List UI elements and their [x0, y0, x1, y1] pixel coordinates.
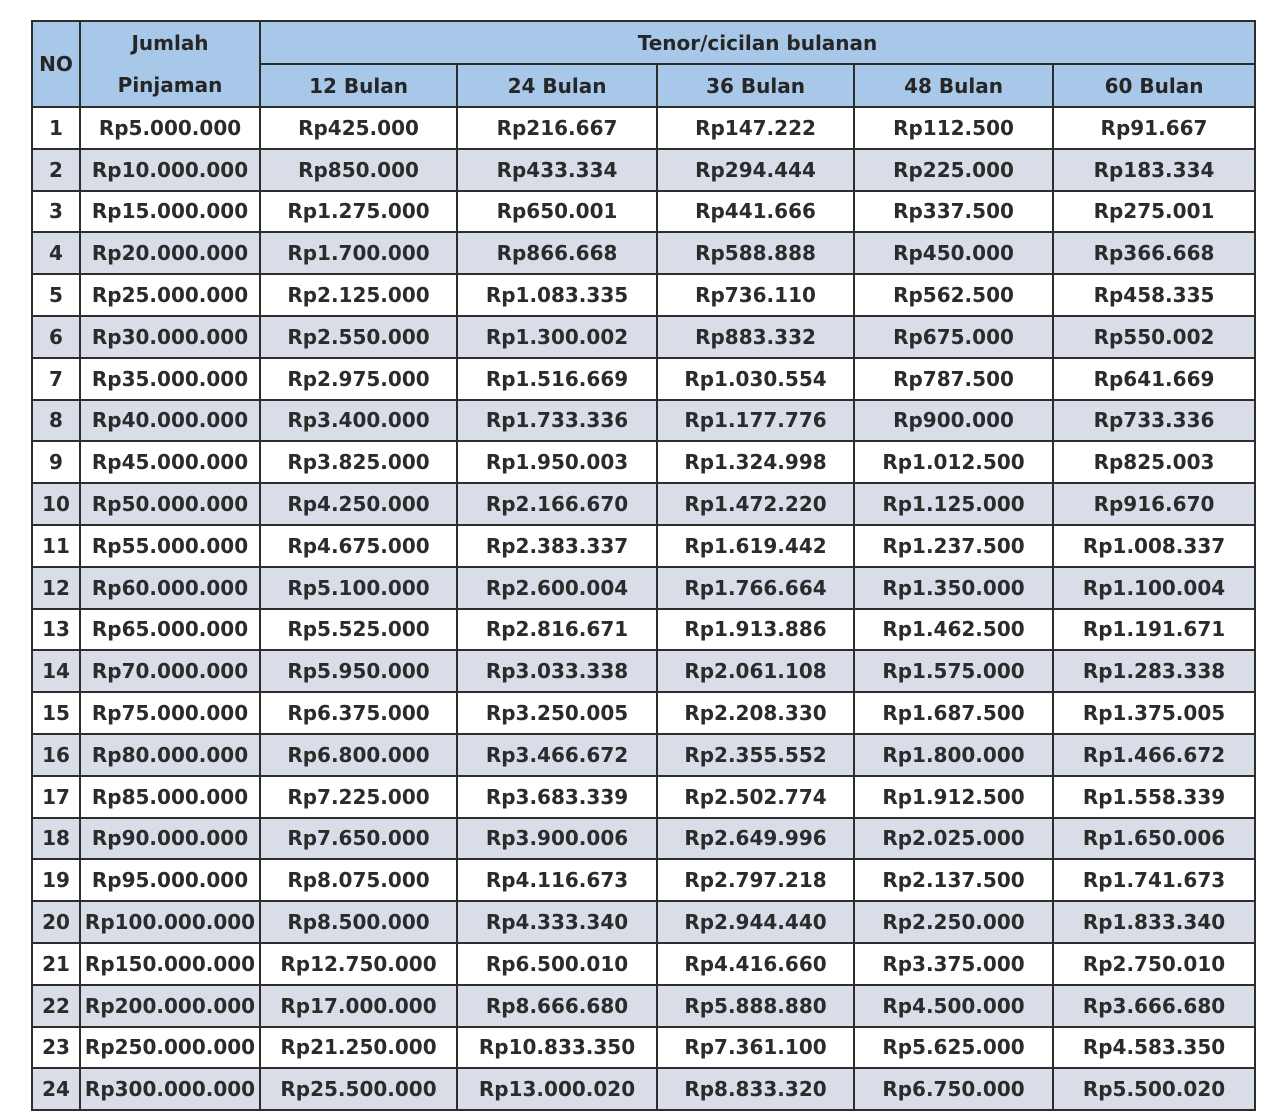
cell-12-months: Rp425.000: [260, 107, 457, 149]
cell-36-months: Rp883.332: [657, 316, 854, 358]
cell-no: 19: [32, 859, 80, 901]
cell-no: 17: [32, 776, 80, 818]
cell-60-months: Rp1.191.671: [1053, 609, 1255, 651]
cell-24-months: Rp3.900.006: [457, 818, 657, 860]
cell-48-months: Rp5.625.000: [854, 1027, 1053, 1069]
cell-12-months: Rp6.375.000: [260, 692, 457, 734]
cell-24-months: Rp3.683.339: [457, 776, 657, 818]
cell-no: 4: [32, 232, 80, 274]
table-row: [32, 650, 1255, 692]
cell-48-months: Rp4.500.000: [854, 985, 1053, 1027]
cell-60-months: Rp183.334: [1053, 149, 1255, 191]
cell-loan-amount: Rp35.000.000: [80, 358, 260, 400]
cell-60-months: Rp3.666.680: [1053, 985, 1255, 1027]
cell-loan-amount: Rp90.000.000: [80, 818, 260, 860]
cell-12-months: Rp4.250.000: [260, 483, 457, 525]
cell-12-months: Rp7.650.000: [260, 818, 457, 860]
cell-12-months: Rp2.550.000: [260, 316, 457, 358]
cell-12-months: Rp1.700.000: [260, 232, 457, 274]
cell-60-months: Rp458.335: [1053, 274, 1255, 316]
cell-no: 7: [32, 358, 80, 400]
table-row: [32, 107, 1255, 149]
cell-36-months: Rp1.766.664: [657, 567, 854, 609]
cell-36-months: Rp441.666: [657, 191, 854, 233]
cell-36-months: Rp2.649.996: [657, 818, 854, 860]
loan-installment-table-container: [31, 20, 1254, 1111]
cell-no: 20: [32, 901, 80, 943]
cell-24-months: Rp1.516.669: [457, 358, 657, 400]
cell-36-months: Rp294.444: [657, 149, 854, 191]
cell-24-months: Rp650.001: [457, 191, 657, 233]
table-row: [32, 859, 1255, 901]
table-row: [32, 567, 1255, 609]
cell-12-months: Rp21.250.000: [260, 1027, 457, 1069]
cell-60-months: Rp1.283.338: [1053, 650, 1255, 692]
cell-36-months: Rp1.913.886: [657, 609, 854, 651]
cell-loan-amount: Rp20.000.000: [80, 232, 260, 274]
table-row: [32, 1068, 1255, 1110]
cell-24-months: Rp3.250.005: [457, 692, 657, 734]
header-month-60: 60 Bulan: [1053, 64, 1255, 107]
header-tenor: Tenor/cicilan bulanan: [260, 21, 1255, 64]
cell-48-months: Rp787.500: [854, 358, 1053, 400]
cell-24-months: Rp1.300.002: [457, 316, 657, 358]
cell-60-months: Rp5.500.020: [1053, 1068, 1255, 1110]
cell-24-months: Rp3.033.338: [457, 650, 657, 692]
cell-no: 3: [32, 191, 80, 233]
cell-36-months: Rp1.177.776: [657, 400, 854, 442]
cell-48-months: Rp1.912.500: [854, 776, 1053, 818]
cell-48-months: Rp1.575.000: [854, 650, 1053, 692]
cell-48-months: Rp1.350.000: [854, 567, 1053, 609]
cell-no: 24: [32, 1068, 80, 1110]
header-month-12: 12 Bulan: [260, 64, 457, 107]
cell-60-months: Rp916.670: [1053, 483, 1255, 525]
cell-60-months: Rp1.650.006: [1053, 818, 1255, 860]
cell-12-months: Rp5.525.000: [260, 609, 457, 651]
cell-12-months: Rp3.825.000: [260, 441, 457, 483]
table-row: [32, 358, 1255, 400]
cell-12-months: Rp12.750.000: [260, 943, 457, 985]
cell-loan-amount: Rp10.000.000: [80, 149, 260, 191]
header-no: NO: [32, 21, 80, 107]
cell-24-months: Rp6.500.010: [457, 943, 657, 985]
cell-24-months: Rp216.667: [457, 107, 657, 149]
table-row: [32, 943, 1255, 985]
cell-loan-amount: Rp80.000.000: [80, 734, 260, 776]
cell-24-months: Rp1.733.336: [457, 400, 657, 442]
table-row: [32, 191, 1255, 233]
cell-36-months: Rp2.797.218: [657, 859, 854, 901]
cell-no: 2: [32, 149, 80, 191]
cell-36-months: Rp736.110: [657, 274, 854, 316]
cell-36-months: Rp2.355.552: [657, 734, 854, 776]
table-row: [32, 316, 1255, 358]
cell-12-months: Rp8.500.000: [260, 901, 457, 943]
cell-36-months: Rp2.502.774: [657, 776, 854, 818]
cell-loan-amount: Rp250.000.000: [80, 1027, 260, 1069]
cell-36-months: Rp2.944.440: [657, 901, 854, 943]
cell-60-months: Rp1.375.005: [1053, 692, 1255, 734]
cell-no: 14: [32, 650, 80, 692]
cell-60-months: Rp1.008.337: [1053, 525, 1255, 567]
cell-48-months: Rp900.000: [854, 400, 1053, 442]
cell-48-months: Rp1.462.500: [854, 609, 1053, 651]
cell-loan-amount: Rp30.000.000: [80, 316, 260, 358]
cell-24-months: Rp1.950.003: [457, 441, 657, 483]
cell-60-months: Rp641.669: [1053, 358, 1255, 400]
cell-48-months: Rp675.000: [854, 316, 1053, 358]
cell-no: 12: [32, 567, 80, 609]
cell-loan-amount: Rp70.000.000: [80, 650, 260, 692]
cell-24-months: Rp8.666.680: [457, 985, 657, 1027]
cell-60-months: Rp275.001: [1053, 191, 1255, 233]
cell-12-months: Rp2.125.000: [260, 274, 457, 316]
cell-12-months: Rp5.100.000: [260, 567, 457, 609]
cell-60-months: Rp1.466.672: [1053, 734, 1255, 776]
cell-no: 22: [32, 985, 80, 1027]
cell-36-months: Rp2.061.108: [657, 650, 854, 692]
cell-no: 9: [32, 441, 80, 483]
cell-loan-amount: Rp200.000.000: [80, 985, 260, 1027]
cell-loan-amount: Rp55.000.000: [80, 525, 260, 567]
table-row: [32, 776, 1255, 818]
table-row: [32, 400, 1255, 442]
table-row: [32, 483, 1255, 525]
cell-loan-amount: Rp65.000.000: [80, 609, 260, 651]
cell-12-months: Rp3.400.000: [260, 400, 457, 442]
cell-60-months: Rp1.558.339: [1053, 776, 1255, 818]
cell-48-months: Rp3.375.000: [854, 943, 1053, 985]
cell-60-months: Rp91.667: [1053, 107, 1255, 149]
cell-48-months: Rp2.250.000: [854, 901, 1053, 943]
cell-loan-amount: Rp40.000.000: [80, 400, 260, 442]
cell-48-months: Rp450.000: [854, 232, 1053, 274]
cell-12-months: Rp850.000: [260, 149, 457, 191]
table-row: [32, 901, 1255, 943]
cell-60-months: Rp2.750.010: [1053, 943, 1255, 985]
cell-no: 15: [32, 692, 80, 734]
cell-48-months: Rp1.687.500: [854, 692, 1053, 734]
cell-48-months: Rp2.137.500: [854, 859, 1053, 901]
table-row: [32, 149, 1255, 191]
cell-24-months: Rp2.816.671: [457, 609, 657, 651]
cell-12-months: Rp6.800.000: [260, 734, 457, 776]
cell-loan-amount: Rp100.000.000: [80, 901, 260, 943]
cell-48-months: Rp1.237.500: [854, 525, 1053, 567]
table-row: [32, 985, 1255, 1027]
cell-60-months: Rp1.100.004: [1053, 567, 1255, 609]
cell-48-months: Rp225.000: [854, 149, 1053, 191]
header-month-24: 24 Bulan: [457, 64, 657, 107]
table-row: [32, 734, 1255, 776]
header-loan-amount-line1: Jumlah: [131, 31, 209, 55]
header-loan-amount: [80, 21, 260, 107]
cell-48-months: Rp337.500: [854, 191, 1053, 233]
cell-36-months: Rp5.888.880: [657, 985, 854, 1027]
cell-48-months: Rp6.750.000: [854, 1068, 1053, 1110]
table-row: [32, 232, 1255, 274]
cell-60-months: Rp733.336: [1053, 400, 1255, 442]
cell-12-months: Rp17.000.000: [260, 985, 457, 1027]
table-row: [32, 692, 1255, 734]
cell-24-months: Rp10.833.350: [457, 1027, 657, 1069]
cell-24-months: Rp2.166.670: [457, 483, 657, 525]
cell-no: 11: [32, 525, 80, 567]
cell-36-months: Rp1.030.554: [657, 358, 854, 400]
cell-12-months: Rp1.275.000: [260, 191, 457, 233]
cell-48-months: Rp2.025.000: [854, 818, 1053, 860]
cell-24-months: Rp2.600.004: [457, 567, 657, 609]
header-month-36: 36 Bulan: [657, 64, 854, 107]
table-row: [32, 525, 1255, 567]
cell-no: 23: [32, 1027, 80, 1069]
cell-no: 8: [32, 400, 80, 442]
cell-loan-amount: Rp75.000.000: [80, 692, 260, 734]
cell-loan-amount: Rp45.000.000: [80, 441, 260, 483]
table-row: [32, 609, 1255, 651]
cell-36-months: Rp1.472.220: [657, 483, 854, 525]
loan-installment-table: [31, 20, 1256, 1111]
cell-loan-amount: Rp50.000.000: [80, 483, 260, 525]
cell-60-months: Rp550.002: [1053, 316, 1255, 358]
cell-60-months: Rp4.583.350: [1053, 1027, 1255, 1069]
cell-24-months: Rp866.668: [457, 232, 657, 274]
cell-no: 16: [32, 734, 80, 776]
cell-loan-amount: Rp25.000.000: [80, 274, 260, 316]
cell-36-months: Rp1.324.998: [657, 441, 854, 483]
cell-no: 18: [32, 818, 80, 860]
table-row: [32, 441, 1255, 483]
cell-24-months: Rp2.383.337: [457, 525, 657, 567]
table-row: [32, 274, 1255, 316]
cell-36-months: Rp4.416.660: [657, 943, 854, 985]
cell-36-months: Rp7.361.100: [657, 1027, 854, 1069]
table-body: [32, 107, 1255, 1110]
cell-12-months: Rp2.975.000: [260, 358, 457, 400]
cell-60-months: Rp825.003: [1053, 441, 1255, 483]
cell-12-months: Rp4.675.000: [260, 525, 457, 567]
cell-24-months: Rp3.466.672: [457, 734, 657, 776]
cell-36-months: Rp8.833.320: [657, 1068, 854, 1110]
cell-12-months: Rp5.950.000: [260, 650, 457, 692]
table-row: [32, 818, 1255, 860]
cell-36-months: Rp588.888: [657, 232, 854, 274]
cell-24-months: Rp13.000.020: [457, 1068, 657, 1110]
table-row: [32, 1027, 1255, 1069]
cell-36-months: Rp147.222: [657, 107, 854, 149]
cell-36-months: Rp2.208.330: [657, 692, 854, 734]
cell-no: 21: [32, 943, 80, 985]
cell-12-months: Rp8.075.000: [260, 859, 457, 901]
cell-loan-amount: Rp150.000.000: [80, 943, 260, 985]
cell-no: 5: [32, 274, 80, 316]
cell-no: 1: [32, 107, 80, 149]
cell-48-months: Rp562.500: [854, 274, 1053, 316]
header-loan-amount-line2: Pinjaman: [117, 73, 223, 97]
cell-loan-amount: Rp60.000.000: [80, 567, 260, 609]
cell-no: 6: [32, 316, 80, 358]
cell-36-months: Rp1.619.442: [657, 525, 854, 567]
cell-48-months: Rp1.125.000: [854, 483, 1053, 525]
cell-12-months: Rp7.225.000: [260, 776, 457, 818]
cell-no: 10: [32, 483, 80, 525]
cell-60-months: Rp1.833.340: [1053, 901, 1255, 943]
cell-loan-amount: Rp15.000.000: [80, 191, 260, 233]
cell-24-months: Rp4.333.340: [457, 901, 657, 943]
cell-60-months: Rp366.668: [1053, 232, 1255, 274]
cell-12-months: Rp25.500.000: [260, 1068, 457, 1110]
table-header: [32, 21, 1255, 107]
cell-loan-amount: Rp5.000.000: [80, 107, 260, 149]
cell-48-months: Rp112.500: [854, 107, 1053, 149]
cell-no: 13: [32, 609, 80, 651]
cell-24-months: Rp433.334: [457, 149, 657, 191]
cell-60-months: Rp1.741.673: [1053, 859, 1255, 901]
cell-48-months: Rp1.012.500: [854, 441, 1053, 483]
cell-loan-amount: Rp95.000.000: [80, 859, 260, 901]
cell-48-months: Rp1.800.000: [854, 734, 1053, 776]
cell-loan-amount: Rp85.000.000: [80, 776, 260, 818]
header-month-48: 48 Bulan: [854, 64, 1053, 107]
cell-24-months: Rp4.116.673: [457, 859, 657, 901]
cell-loan-amount: Rp300.000.000: [80, 1068, 260, 1110]
cell-24-months: Rp1.083.335: [457, 274, 657, 316]
